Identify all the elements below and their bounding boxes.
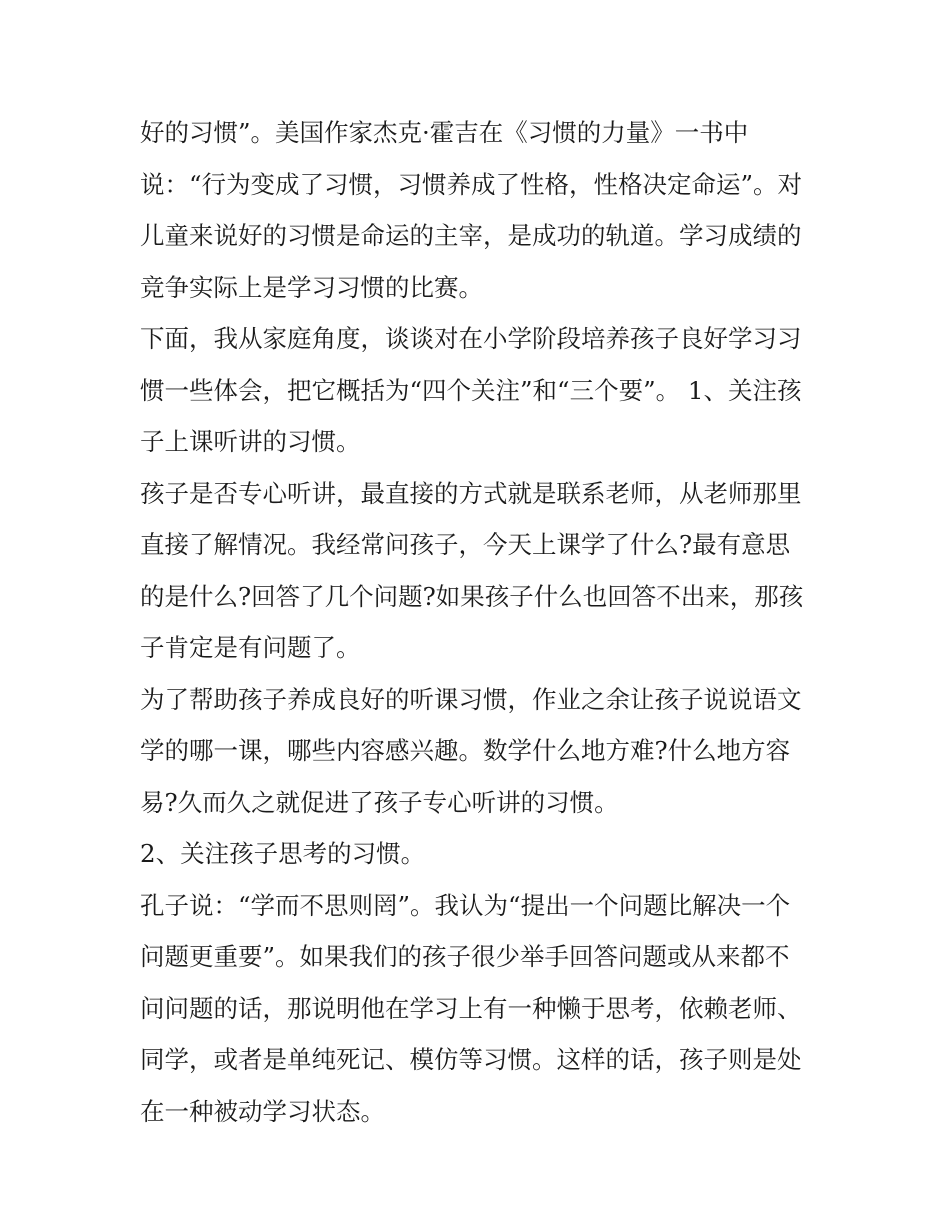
text-line: 在一种被动学习状态。 — [140, 1096, 385, 1126]
text-line: 学的哪一课，哪些内容感兴趣。数学什么地方难?什么地方容 — [140, 736, 791, 765]
text-line: 惯一些体会，把它概括为“四个关注”和“三个要”。 1、关注孩 — [140, 375, 802, 405]
text-line: 孔子说：“学而不思则罔”。我认为“提出一个问题比解决一个 — [140, 890, 791, 920]
text-line: 下面，我从家庭角度，谈谈对在小学阶段培养孩子良好学习习 — [140, 324, 802, 353]
text-line: 说：“行为变成了习惯，习惯养成了性格，性格决定命运”。对 — [140, 169, 803, 199]
text-line: 儿童来说好的习惯是命运的主宰，是成功的轨道。学习成绩的 — [140, 221, 802, 250]
text-line: 2、关注孩子思考的习惯。 — [140, 839, 426, 868]
text-line: 为了帮助孩子养成良好的听课习惯，作业之余让孩子说说语文 — [140, 684, 802, 714]
text-line: 的是什么?回答了几个问题?如果孩子什么也回答不出来，那孩 — [140, 581, 804, 611]
text-line: 问问题的话，那说明他在学习上有一种懒于思考，依赖老师、 — [140, 993, 802, 1023]
body-text — [140, 107, 820, 1137]
text-line: 子肯定是有问题了。 — [140, 633, 361, 662]
text-line: 好的习惯”。美国作家杰克·霍吉在《习惯的力量》一书中 — [140, 118, 749, 147]
text-line: 同学，或者是单纯死记、模仿等习惯。这样的话，孩子则是处 — [140, 1045, 802, 1074]
text-line: 问题更重要”。如果我们的孩子很少举手回答问题或从来都不 — [140, 942, 790, 971]
text-line: 直接了解情况。我经常问孩子，今天上课学了什么?最有意思 — [140, 530, 791, 559]
text-line: 子上课听讲的习惯。 — [140, 427, 361, 456]
text-line: 易?久而久之就促进了孩子专心听讲的习惯。 — [140, 787, 619, 817]
text-line: 竞争实际上是学习习惯的比赛。 — [140, 272, 483, 302]
text-line: 孩子是否专心听讲，最直接的方式就是联系老师，从老师那里 — [140, 478, 802, 508]
